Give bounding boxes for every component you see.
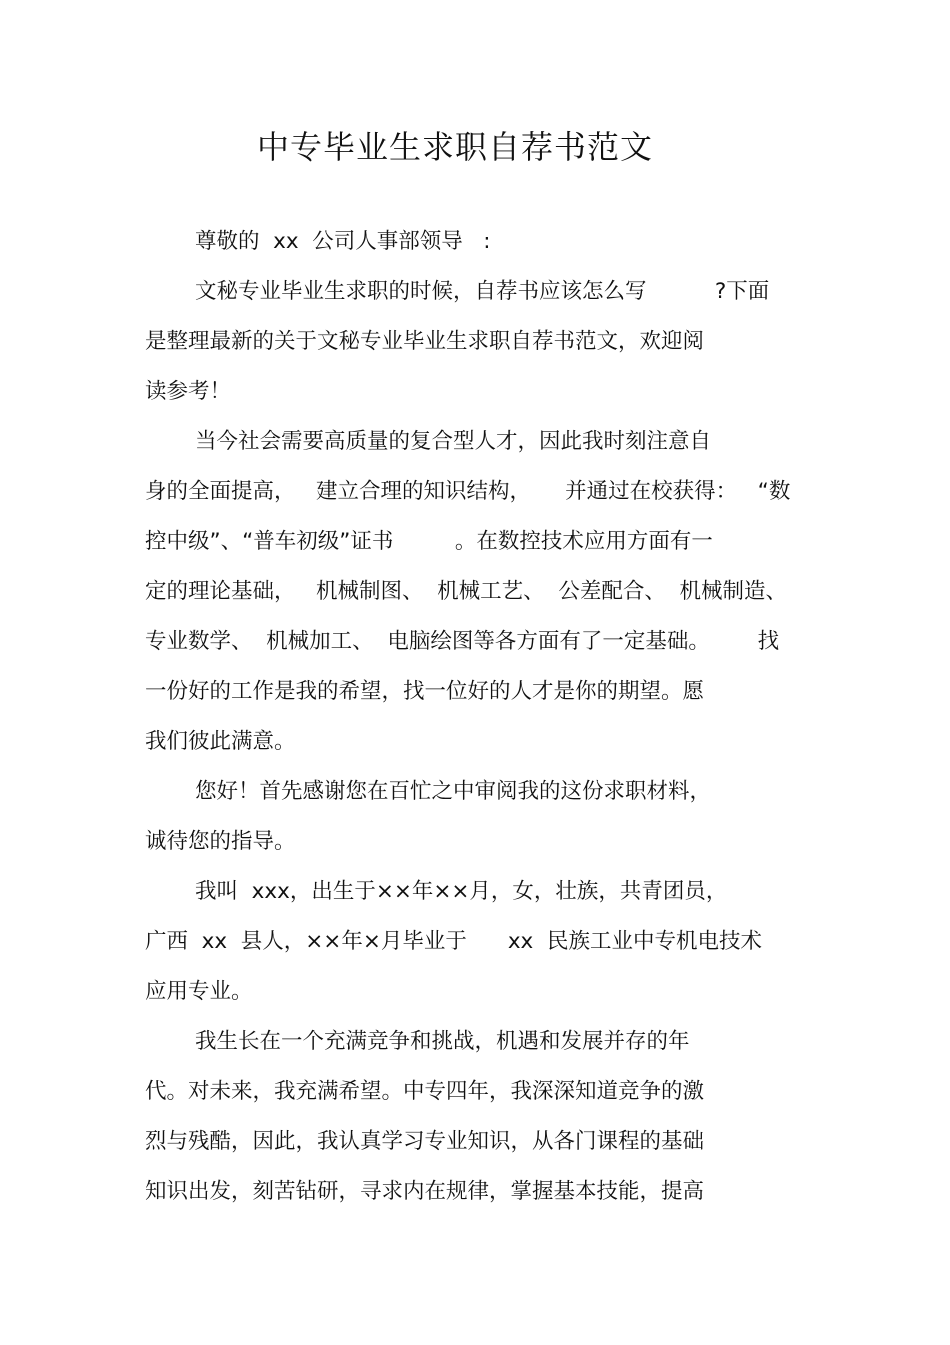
body-line: 您好！首先感谢您在百忙之中审阅我的这份求职材料， <box>195 779 712 804</box>
body-line: 定的理论基础， 机械制图、 机械工艺、 公差配合、 机械制造、 <box>145 579 788 604</box>
body-line: 当今社会需要高质量的复合型人才，因此我时刻注意自 <box>195 429 712 454</box>
body-line: 诚待您的指导。 <box>145 829 296 854</box>
body-line: 知识出发，刻苦钻研，寻求内在规律，掌握基本技能，提高 <box>145 1179 705 1204</box>
body-line: 广西 xx 县人，××年×月毕业于 xx 民族工业中专机电技术 <box>145 929 762 954</box>
body-line: 烈与残酷，因此，我认真学习专业知识，从各门课程的基础 <box>145 1129 705 1154</box>
body-line: 身的全面提高， 建立合理的知识结构， 并通过在校获得： “数 <box>145 479 791 504</box>
body-line: 一份好的工作是我的希望，找一位好的人才是你的期望。愿 <box>145 679 705 704</box>
body-line: 是整理最新的关于文秘专业毕业生求职自荐书范文，欢迎阅 <box>145 329 705 354</box>
body-line: 应用专业。 <box>145 979 253 1004</box>
salutation-line: 尊敬的 xx 公司人事部领导 : <box>195 229 491 254</box>
body-line: 我叫 xxx，出生于××年××月，女，壮族，共青团员， <box>195 879 728 904</box>
body-line: 我生长在一个充满竞争和挑战，机遇和发展并存的年 <box>195 1029 690 1054</box>
document-title: 中专毕业生求职自荐书范文 <box>256 128 653 166</box>
body-line: 控中级”、“普车初级”证书 。在数控技术应用方面有一 <box>145 529 713 554</box>
body-line: 文秘专业毕业生求职的时候，自荐书应该怎么写 ?下面 <box>195 279 770 304</box>
body-line: 读参考！ <box>145 379 232 404</box>
body-line: 代。对未来，我充满希望。中专四年，我深深知道竞争的激 <box>145 1079 705 1104</box>
body-line: 我们彼此满意。 <box>145 729 296 754</box>
body-line: 专业数学、 机械加工、 电脑绘图等各方面有了一定基础。 找 <box>145 629 780 654</box>
